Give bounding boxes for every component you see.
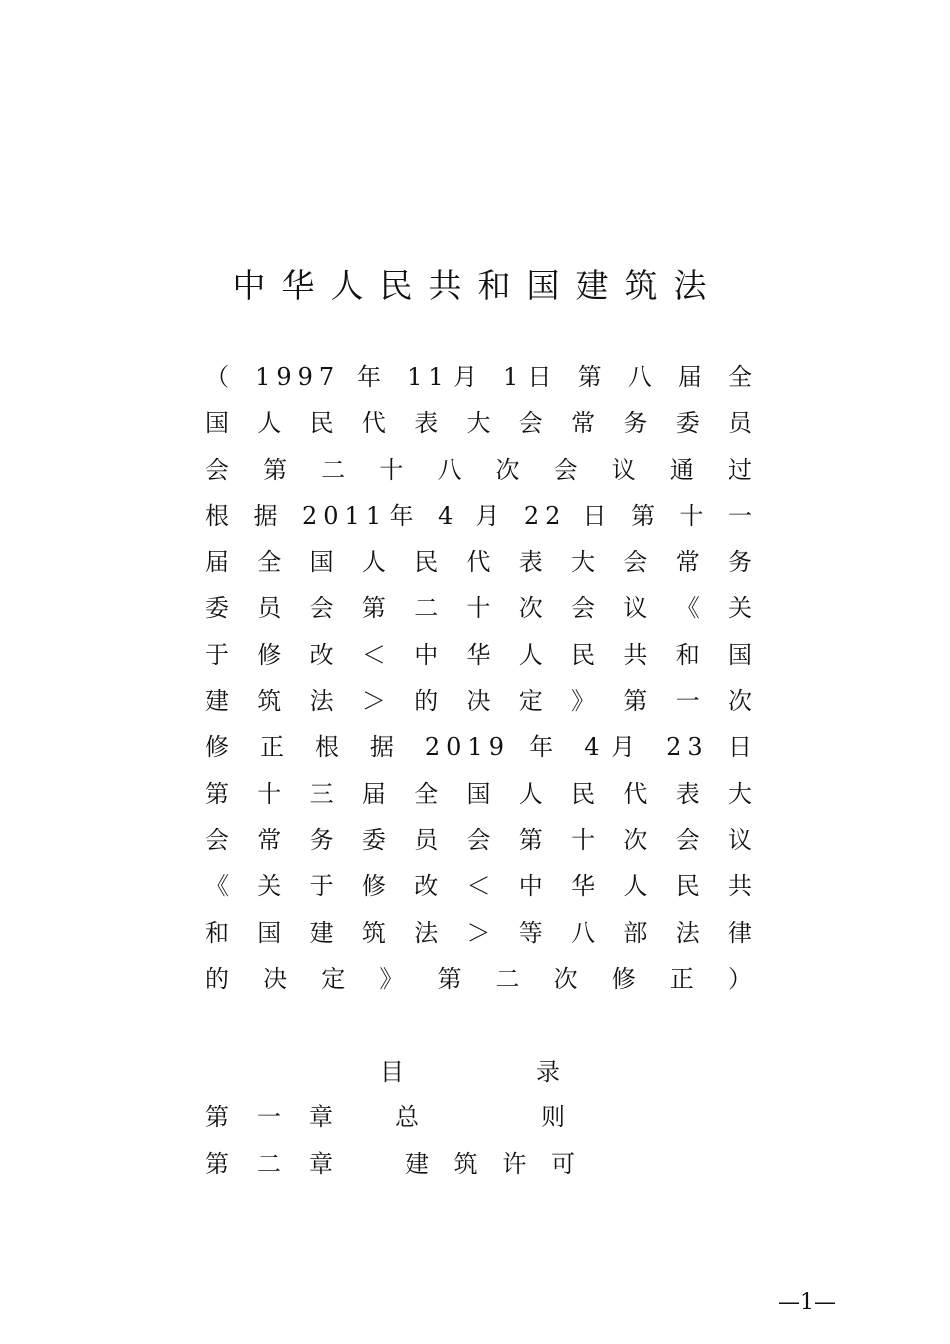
preamble-line: 届全国人民代表大会常务 <box>205 548 758 577</box>
preamble-line: 的决定》第二次修正） <box>205 964 758 993</box>
preamble-line: 于修改＜中华人民共和国 <box>205 640 758 669</box>
toc-chapter-number: 第一章 <box>205 1103 333 1131</box>
preamble-line: 修 正 根 据 2019 年 4月 23 日 <box>205 733 758 762</box>
toc-chapter-title: 建筑许可 <box>405 1150 575 1178</box>
legislative-history <box>205 354 758 1002</box>
page-number: —1— <box>778 1290 836 1315</box>
preamble-line: 根 据 2011年 4 月 22 日 第 十 一 <box>205 501 758 530</box>
preamble-line: （ 1997 年 11月 1日 第 八 届 全 <box>205 363 758 391</box>
preamble-line: 委员会第二十次会议《关 <box>205 594 758 623</box>
toc-chapter-number: 第二章 <box>205 1150 333 1178</box>
preamble-line: 第十三届全国人民代表大 <box>205 779 758 808</box>
toc-chapter-title: 总则 <box>395 1103 565 1131</box>
preamble-line: 和国建筑法＞等八部法律 <box>205 918 758 947</box>
preamble-line: 建筑法＞的决定》第一次 <box>205 687 758 716</box>
toc-item <box>205 1097 565 1137</box>
toc-heading: 目录 <box>380 1058 560 1086</box>
preamble-line: 会第二十八次会议通过 <box>205 455 758 484</box>
law-title: 中华人民共和国建筑法 <box>232 266 723 305</box>
preamble-line: 《关于修改＜中华人民共 <box>205 872 758 901</box>
preamble-line: 会常务委员会第十次会议 <box>205 825 758 854</box>
preamble-line: 国人民代表大会常务委员 <box>205 409 758 438</box>
toc-item <box>205 1144 575 1184</box>
